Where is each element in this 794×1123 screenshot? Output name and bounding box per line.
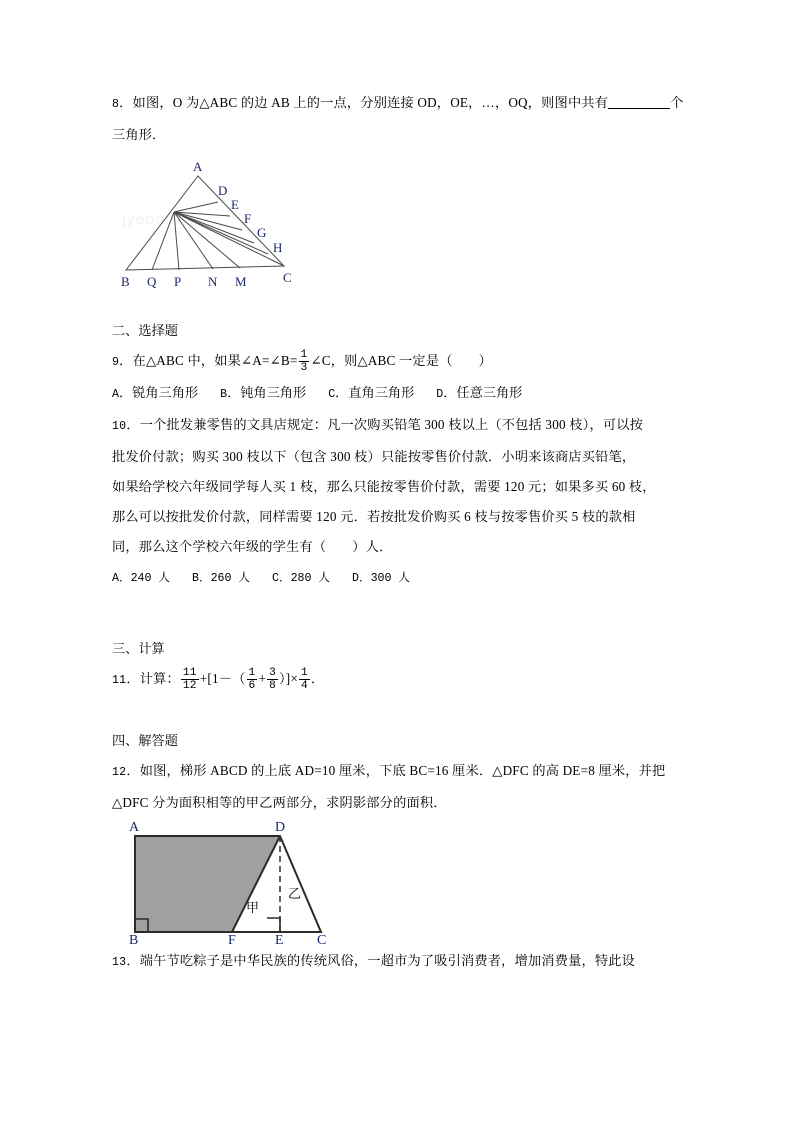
triangle-abc-svg bbox=[114, 158, 344, 298]
question-8-number: 8 bbox=[112, 98, 120, 111]
question-10-choices bbox=[112, 562, 682, 594]
question-11-line-1 bbox=[112, 664, 682, 696]
question-11 bbox=[112, 664, 682, 696]
question-8-line-1 bbox=[112, 88, 682, 120]
question-8 bbox=[112, 88, 682, 150]
choice-key-c[interactable]: C bbox=[272, 572, 279, 585]
question-9-text-b: ∠C，则△ABC 一定是（ bbox=[310, 353, 453, 368]
shaded-region-abfd bbox=[135, 836, 280, 932]
spacer bbox=[112, 696, 682, 726]
choice-label-d[interactable]: ．300 人 bbox=[358, 572, 410, 585]
operator-2: + bbox=[258, 671, 267, 686]
section-heading-3: 三、计算 bbox=[112, 641, 165, 656]
question-10-line-2: 批发价付款；购买 300 枝以下（包含 300 枝）只能按零售价付款．小明来该商店买铅笔， bbox=[112, 449, 636, 464]
question-12-line-2: △DFC 分为面积相等的甲乙两部分，求阴影部分的面积． bbox=[112, 795, 447, 810]
question-13-number: 13 bbox=[112, 956, 127, 969]
figure-triangle-abc bbox=[114, 158, 682, 298]
fraction-numerator: 3 bbox=[269, 667, 277, 680]
question-10-line-3: 如果给学校六年级同学每人买 1 枝，那么只能按零售价付款，需要 120 元；如果多买 60 枝， bbox=[112, 479, 656, 494]
fraction-numerator: 1 bbox=[248, 667, 256, 680]
question-10-line-5 bbox=[112, 532, 682, 562]
choice-key-d[interactable]: D bbox=[436, 388, 444, 401]
choice-key-a[interactable]: A bbox=[112, 388, 119, 401]
label-jia: 甲 bbox=[246, 900, 260, 915]
label-B: B bbox=[129, 933, 139, 944]
label-D: D bbox=[218, 183, 228, 198]
operator-1: +[1－（ bbox=[199, 671, 246, 686]
question-9-choices bbox=[112, 378, 682, 410]
section-heading-2: 二、选择题 bbox=[112, 323, 178, 338]
choice-label-a[interactable]: ．240 人 bbox=[118, 572, 170, 585]
label-F: F bbox=[244, 211, 252, 226]
expression-tail: ． bbox=[310, 671, 325, 686]
fraction-denominator: 8 bbox=[269, 680, 277, 693]
fraction-denominator: 4 bbox=[301, 680, 308, 693]
question-10-line-4: 那么可以按批发价付款，同样需要 120 元．若按批发价购买 6 枝与按零售价买 5 枝的款相 bbox=[112, 509, 636, 524]
fraction-numerator: 11 bbox=[182, 667, 197, 680]
operator-3: ）]× bbox=[279, 671, 299, 686]
label-A: A bbox=[129, 822, 140, 835]
section-heading-4: 四、解答题 bbox=[112, 733, 178, 748]
question-12-text-1: ．如图，梯形 ABCD 的上底 AD=10 厘米，下底 BC=16 厘米．△DFC 的高 DE=8 厘米，并把 bbox=[126, 763, 666, 778]
trapezoid-abcd-svg bbox=[118, 822, 333, 944]
label-G: G bbox=[257, 225, 267, 240]
spacer bbox=[112, 298, 682, 316]
choice-label-d[interactable]: ．任意三角形 bbox=[443, 385, 523, 400]
question-10-line-1 bbox=[112, 410, 682, 442]
label-F: F bbox=[228, 933, 236, 944]
choice-key-a[interactable]: A bbox=[112, 572, 119, 585]
spacer bbox=[112, 594, 682, 634]
label-P: P bbox=[174, 274, 182, 289]
fraction-one-third bbox=[299, 349, 310, 374]
fraction-3-8 bbox=[267, 667, 278, 692]
choice-key-c[interactable]: C bbox=[328, 388, 336, 401]
fraction-11-12 bbox=[181, 667, 199, 692]
question-12-number: 12 bbox=[112, 766, 127, 779]
fraction-denominator: 12 bbox=[182, 680, 197, 693]
choice-key-b[interactable]: B bbox=[220, 388, 228, 401]
label-N: N bbox=[208, 274, 218, 289]
question-12-line-1 bbox=[112, 756, 682, 788]
question-9-number: 9 bbox=[112, 356, 120, 369]
label-E: E bbox=[231, 197, 239, 212]
choice-key-b[interactable]: B bbox=[192, 572, 199, 585]
question-9-text-c: ） bbox=[478, 353, 492, 368]
fraction-1-6 bbox=[247, 667, 258, 692]
page-content bbox=[112, 88, 682, 978]
question-9 bbox=[112, 346, 682, 410]
triangle-watermark bbox=[121, 211, 175, 228]
question-11-prefix: ．计算： bbox=[126, 671, 180, 686]
choice-label-b[interactable]: ．260 人 bbox=[198, 572, 250, 585]
trapezoid-region-labels bbox=[246, 886, 301, 915]
fraction-denominator: 3 bbox=[300, 362, 308, 375]
question-10-number: 10 bbox=[112, 420, 127, 433]
question-10-text-5: 同，那么这个学校六年级的学生有（ bbox=[112, 539, 327, 554]
answer-blank[interactable] bbox=[608, 108, 670, 109]
fraction-1-4 bbox=[299, 667, 310, 692]
label-C: C bbox=[317, 933, 327, 944]
svg-text:jyeooo: jyeooo bbox=[122, 211, 176, 228]
question-13-text-1: ．端午节吃粽子是中华民族的传统风俗，一超市为了吸引消费者，增加消费量，特此设 bbox=[126, 953, 636, 968]
question-8-text-a: ．如图，O 为△ABC 的边 AB 上的一点，分别连接 OD，OE，…，OQ，则图中共有 bbox=[119, 95, 609, 110]
question-13-line-1 bbox=[112, 946, 682, 978]
question-11-number: 11 bbox=[112, 674, 127, 687]
question-10-text-1: ．一个批发兼零售的文具店规定：凡一次购买铅笔 300 枝以上（不包括 300 枝），可以按 bbox=[126, 417, 644, 432]
fraction-denominator: 6 bbox=[248, 680, 256, 693]
question-10-text-5-tail: ）人． bbox=[352, 539, 393, 554]
choice-label-c[interactable]: ．280 人 bbox=[278, 572, 330, 585]
label-D: D bbox=[275, 822, 286, 835]
question-12 bbox=[112, 756, 682, 818]
label-H: H bbox=[273, 240, 283, 255]
label-A: A bbox=[193, 159, 203, 174]
question-13 bbox=[112, 946, 682, 978]
fraction-numerator: 1 bbox=[300, 349, 308, 362]
label-C: C bbox=[283, 270, 292, 285]
label-E: E bbox=[275, 933, 284, 944]
question-8-text-b: 个 bbox=[670, 95, 684, 110]
question-9-text-a: ．在△ABC 中，如果∠A=∠B= bbox=[119, 353, 298, 368]
figure-trapezoid-abcd bbox=[118, 822, 682, 944]
choice-key-d[interactable]: D bbox=[352, 572, 359, 585]
label-yi: 乙 bbox=[288, 886, 302, 901]
question-10 bbox=[112, 410, 682, 594]
fraction-numerator: 1 bbox=[301, 667, 308, 680]
label-B: B bbox=[121, 274, 130, 289]
choice-label-a[interactable]: ．锐角三角形 bbox=[118, 385, 199, 400]
question-9-line-1 bbox=[112, 346, 682, 378]
choice-label-c[interactable]: ．直角三角形 bbox=[335, 385, 415, 400]
label-Q: Q bbox=[147, 274, 157, 289]
choice-label-b[interactable]: ．钝角三角形 bbox=[227, 385, 307, 400]
question-8-line-2: 三角形． bbox=[112, 127, 166, 142]
label-M: M bbox=[235, 274, 247, 289]
right-angle-e bbox=[267, 918, 280, 932]
